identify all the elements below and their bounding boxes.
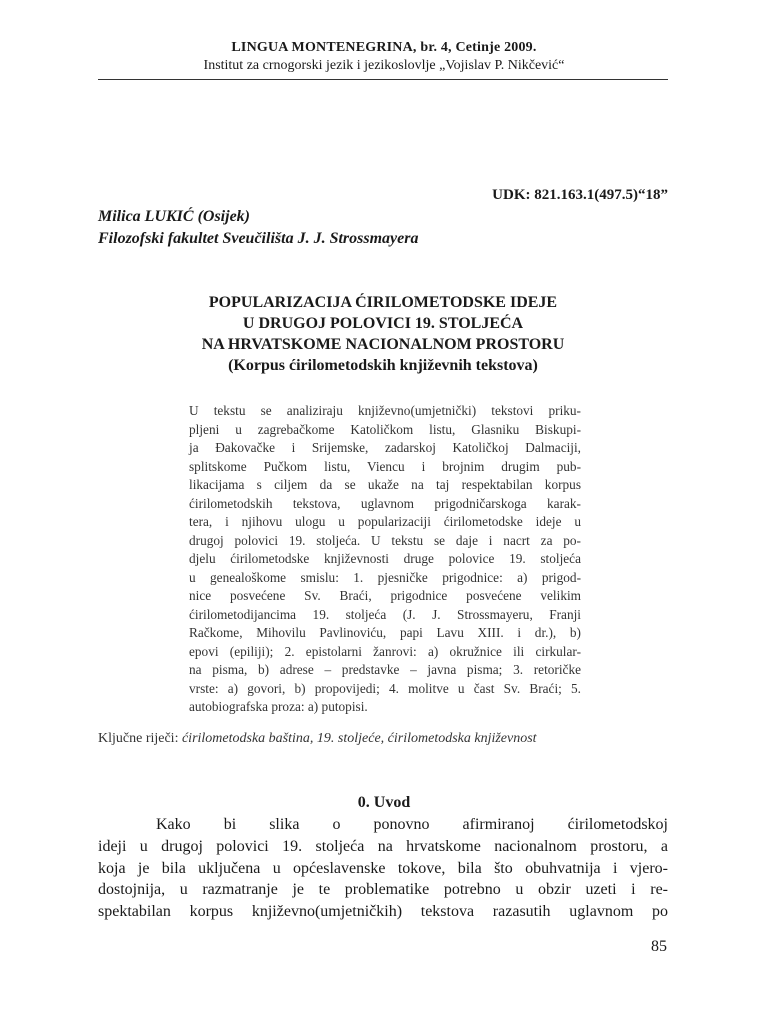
abstract-line: nice posvećene Sv. Braći, prigodnice posvećene velikim xyxy=(189,588,581,603)
institute-header: Institut za crnogorski jezik i jezikoslovlje „Vojislav P. Nikčević“ xyxy=(203,58,565,73)
abstract-line: vrste: a) govori, b) propovijedi; 4. molitve u čast Sv. Braći; 5. xyxy=(189,680,581,696)
paper-title xyxy=(98,292,668,376)
body-line: spektabilan korpus književno(umjetničkih) tekstova razasutih uglavnom po xyxy=(98,903,668,921)
body-line: koja je bila uključena u općeslavenske tokove, bila što obuhvatnija i vjero- xyxy=(98,859,668,877)
title-line: POPULARIZACIJA ĆIRILOMETODSKE IDEJE xyxy=(208,294,558,311)
abstract-line: autobiografska proza: a) putopisi. xyxy=(189,699,368,714)
author-name: Milica LUKIĆ (Osijek) xyxy=(98,208,250,225)
udk-code: UDK: 821.163.1(497.5)“18” xyxy=(492,187,668,203)
abstract-line: splitskome Pučkom listu, Viencu i brojnim drugim pub- xyxy=(189,458,581,474)
keywords-label: Ključne riječi: xyxy=(98,731,179,746)
title-line: NA HRVATSKOME NACIONALNOM PROSTORU xyxy=(201,336,565,353)
body-line: Kako bi slika o ponovno afirmiranoj ćirilometodskoj xyxy=(156,816,668,833)
abstract-line: u genealoškome smislu: 1. pjesničke prigodnice: a) prigod- xyxy=(189,569,581,585)
journal-header: LINGUA MONTENEGRINA, br. 4, Cetinje 2009. xyxy=(231,40,537,55)
title-line: U DRUGOJ POLOVICI 19. STOLJEĆA xyxy=(242,315,524,332)
abstract-line: epovi (epiliji); 2. epistolarni žanrovi: a) okružnice ili cirkular- xyxy=(189,643,581,659)
abstract-line: tera, i njihovu ulogu u popularizaciji ćirilometodske ideje u xyxy=(189,514,581,529)
abstract-line: likacijama s ciljem da se ukaže na taj respektabilan korpus xyxy=(189,477,581,492)
header-divider xyxy=(98,79,668,80)
keywords xyxy=(98,731,537,747)
page-number: 85 xyxy=(651,938,667,955)
keywords-terms: ćirilometodska baština, 19. stoljeće, ćirilometodska književnost xyxy=(181,731,537,746)
title-subtitle: (Korpus ćirilometodskih književnih tekstova) xyxy=(228,357,538,374)
abstract-line: Račkome, Mihovilu Pavlinoviću, papi Lavu XIII. i dr.), b) xyxy=(189,625,581,640)
abstract-line: pljeni u zagrebačkome Katoličkom listu, Glasniku Biskupi- xyxy=(189,421,581,437)
author-affiliation: Filozofski fakultet Sveučilišta J. J. Strossmayera xyxy=(98,230,419,247)
body-line: ideji u drugoj polovici 19. stoljeća na hrvatskome nacionalnom prostoru, a xyxy=(98,837,668,855)
abstract-line: ćirilometodskih tekstova, uglavnom prigodničarskoga karak- xyxy=(189,495,581,511)
abstract xyxy=(189,402,581,717)
abstract-line: U tekstu se analiziraju književno(umjetnički) tekstovi priku- xyxy=(189,403,581,418)
body-line: dostojnija, u razmatranje je te problematike potrebno u obzir uzeti i re- xyxy=(98,881,668,899)
abstract-line: na pisma, b) adrese – predstavke – javna pisma; 3. retoričke xyxy=(189,662,581,677)
abstract-line: ja Đakovačke i Srijemske, zadarskoj Katoličkoj Dalmaciji, xyxy=(189,440,581,455)
abstract-line: drugoj polovici 19. stoljeća. U tekstu se daje i nacrt za po- xyxy=(189,532,581,548)
abstract-line: djelu ćirilometodske književnosti druge polovice 19. stoljeća xyxy=(189,551,581,566)
body-paragraph xyxy=(98,814,668,923)
section-heading: 0. Uvod xyxy=(357,794,411,811)
abstract-line: ćirilometodijancima 19. stoljeća (J. J. Strossmayeru, Franji xyxy=(189,606,581,622)
